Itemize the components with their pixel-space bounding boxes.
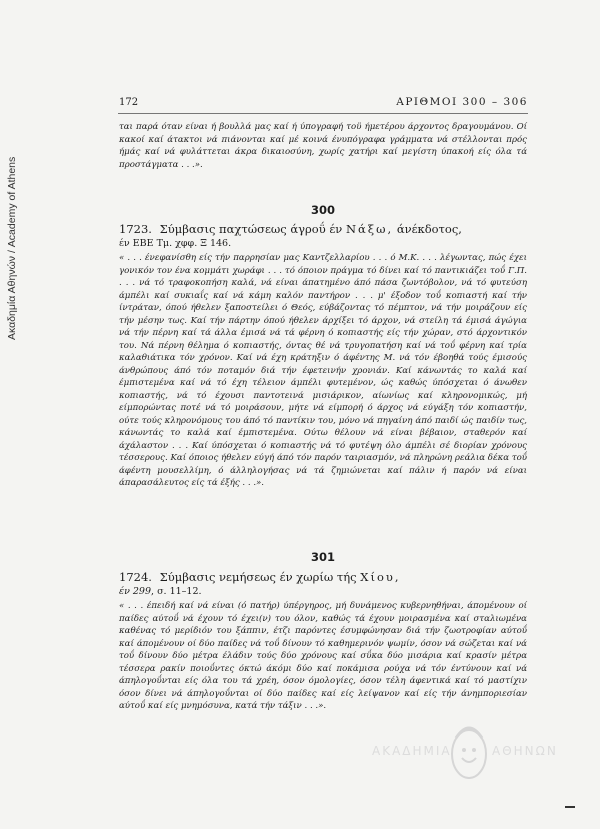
intro-paragraph: [119, 121, 527, 171]
entry-title-main: Σύμβασις παχτώσεως άγροΰ έν: [159, 222, 343, 236]
entry-source-1724: [119, 586, 527, 598]
section-number-300: 300: [310, 203, 335, 217]
entry-body-text: « . . . έπειδή καί νά είναι (ό πατήρ) ύπέργηρος, μή δυνάμενος κυβερνηθήναι, άπομένουν οί παίδες αύτοΰ νά έχουν τό έχει(ν) του όλον, καθώς τά έχουν μοιρασμένα καί σταλιωμένα καθένας τό μερίδιόν του ξάππιν, έτζι παρόντες έσυμφώνησαν διά τήν ζωοτροφίαν αύτοΰ καί άπομένουν οί δύο παίδες νά τοΰ δίνουν τό καθημερινόν ψωμίν, όσον νά σώζεται καί νά τοΰ δίνουν δύο μέτρα έλάδιν τούς δύο χρόνους καί σΰκα δύο μισάρια καί κρασίν μέτρα τέσσερα ρακίν ποιοΰντες όκτώ άκόμι δύο καί ποκάμισα ρούχα νά τόν έντύνουν καί νά άπηλογοΰνται είς όλα του τά χρέη, όσον όμολογίες, όσον τέλη άφεντικά καί τό μαστίχιν όσον δίνει νά άπηλογοΰνται οί δύο παίδες καί είς λείψανον καί είς τήν άνημποριεσίαν αύτοΰ καί είς μνημόσυνα, κατά τήν τάξιν . . .».: [119, 601, 527, 711]
entry-place: Χίου,: [360, 570, 401, 584]
academy-watermark: [362, 718, 562, 798]
entry-title-main: Σύμβασις νεμήσεως έν χωρίω τής: [159, 570, 357, 584]
header-rule: [118, 113, 528, 114]
running-head: ΑΡΙΘΜΟΙ 300 – 306: [396, 96, 528, 108]
source-pages: , σ. 11–12.: [151, 586, 202, 597]
entry-title-tail: άνέκδοτος,: [396, 222, 462, 236]
entry-source-1723: έν ΕΒΕ Τμ. χφφ. Ξ 146.: [119, 238, 232, 249]
entry-number: 1723.: [119, 222, 152, 236]
page-number: 172: [119, 97, 139, 108]
entry-body-1723: [119, 252, 527, 490]
source-ref: έν 299: [119, 586, 152, 597]
entry-place: Νάξω,: [345, 222, 394, 236]
watermark-right-text: ΑΘΗΝΩΝ: [492, 744, 558, 758]
intro-text: ται παρά όταν είναι ή βουλλά μας καί ή ύπογραφή τοϋ ήμετέρου άρχοντος δραγουμάνου. Οί κακοί καί άτακτοι νά πιάνονται καί μέ κοινά ένυπόγραφα γράμματα νά στέλλονται πρός ήμάς καί νά φυλάττεται άκρα δικαιοσύνη, χωρίς χατήρι καί μεγίστη ύπακοή είς όλα τά προστάγματα . . .».: [119, 122, 527, 170]
entry-title-1723: [119, 222, 527, 236]
section-number-301: 301: [310, 550, 335, 564]
entry-number: 1724.: [119, 570, 152, 584]
corner-mark: [565, 806, 575, 808]
watermark-left-text: ΑΚΑΔΗΜΙΑ: [372, 744, 452, 758]
archive-side-label: Ακαδημία Αθηνών / Academy of Athens: [6, 156, 18, 340]
athena-head-icon: [444, 718, 494, 788]
entry-body-text: « . . . ένεφανίσθη είς τήν παρρησίαν μας Καντζελλαρίου . . . ό Μ.Κ. . . . λέγωντας, πώς έχει γονικόν τον ένα κομμάτι χωράφι . . . τό όποιον πράγμα τό δίνει καί τό παντικιάζει τοΰ Γ.Π. . . . νά τό τραφοκοπήση καλά, νά είναι άπατημένο άπό πάσα ζωντόβολον, νά τό φυτεύση άμπέλι καί συκιαΐς καί νά κάμη καλόν παντήρον . . . μ' έξοδον τοΰ κοπιαστή καί τήν ίντράταν, όπού ήθελεν ξαποστείλει ό Θεός, εύβάζοντας τό πέμπτον, νά τήν μοιράζουν είς τήν μέσην τως. Καί τήν πάρτην όπού ήθελεν άρχίξει τό άρχον, νά στείλη τά έμισά άγώγια νά τήν πέρνη καί τά άλλα έμισά νά τά φέρνη ό κοπιαστής είς τήν χώραν, στό άρχοντικόν του. Νά πέρνη θέλημα ό κοπιαστής, όντας θέ νά τρυγοπατήση καί νά τοΰ φέρνη καί τρία καλαθιάτικα τόν χρόνον. Καί νά έχη κράτηξιν ό άφέντης Μ. νά τόν έβοηθά τούς έμισούς άνθρώπους άπό τόν ποταμόν διά τήν έφετεινήν χρονιάν. Καί κάνωντάς το καλά καί έμπιστεμένα καί νά τό έχη τέλειον άμπέλι φυτεμένον, ώς καθώς ύπόσχεται ό άνωθεν κοπιαστής, νά τό έχουσι παντοτεινά μισιάρικον, αίωνίως καί κληρονομικώς, μή είμπορώντας ποτέ νά τό μοιράσουν, μήτε νά είμπορή ό άρχος νά εύγάξη τόν κοπιαστήν, ούτε τούς κληρονόμους του άπό τό παντίκιν του, μόνο νά πηγαίνη άπό παιδί ώς παιδίν τως, κάνωντάς το καλά καί έμπιστεμένα. Ούτω θέλουν νά είναι βέβαιον, σταθερόν καί άχάλαστον . . . Καί ύπόσχεται ό κοπιαστής νά τό φυτέψη όλο άμπέλι σέ διορίαν χρόνους τέσσερους. Καί όποιος ήθελεν εύγή άπό τόν παρόν ταιριασμόν, νά πληρώνη ρεάλια δέκα τοΰ άφέντη μουσελλίμη, ό άλληλογήσας νά τά ζημιώνεται καί πάλιν ή παρόν νά είναι άπαρασάλευτος είς τά έξής . . .».: [119, 253, 527, 488]
entry-body-1724: [119, 600, 527, 713]
entry-title-1724: [119, 570, 527, 584]
